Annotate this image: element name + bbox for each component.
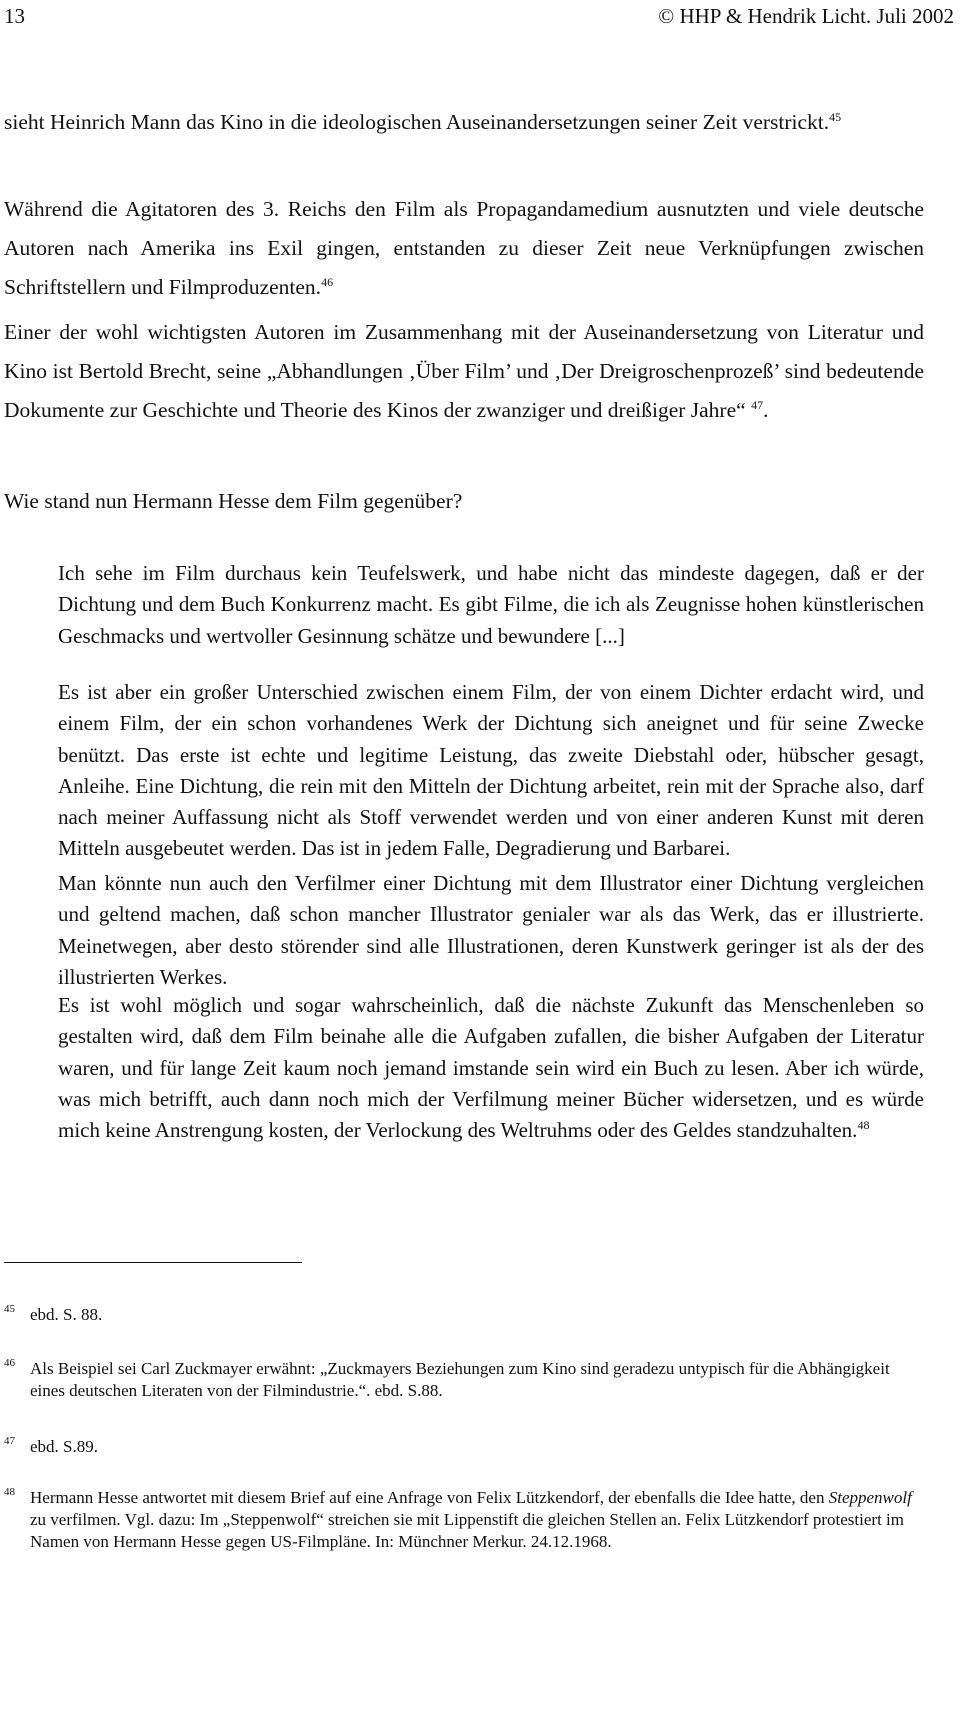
body-text: Während die Agitatoren des 3. Reichs den Film als Propagandamedium ausnutzten und viele deutsche Autoren nach Amerika ins Exil gingen, entstanden zu dieser Zeit neue Verknüpfungen zwischen Schriftstellern und Filmproduzenten.	[4, 197, 924, 299]
block-quote-paragraph-1: Ich sehe im Film durchaus kein Teufelswerk, und habe nicht das mindeste dagegen, daß er der Dichtung und dem Buch Konkurrenz macht. Es gibt Filme, die ich als Zeugnisse hohen künstlerischen Geschmacks und wertvoller Gesinnung schätze und bewundere [...]	[58, 561, 924, 648]
footnote-text-part: zu verfilmen. Vgl. dazu: Im „Steppenwolf“ streichen sie mit Lippenstift die gleichen Stellen an. Felix Lützkendorf protestiert im Namen von Hermann Hesse gegen US-Filmpläne. In: Münchner Merkur. 24.12.1968.	[30, 1510, 904, 1551]
footnote-ref-45[interactable]: 45	[829, 109, 842, 124]
page-number: 13	[4, 4, 25, 28]
work-title: Steppenwolf	[828, 1488, 912, 1507]
copyright-notice: © HHP & Hendrik Licht. Juli 2002	[658, 4, 954, 28]
body-text: sieht Heinrich Mann das Kino in die ideologischen Auseinandersetzungen seiner Zeit verstrickt.	[4, 110, 830, 134]
body-text: Wie stand nun Hermann Hesse dem Film gegenüber?	[4, 489, 463, 513]
footnote-text-part: Hermann Hesse antwortet mit diesem Brief auf eine Anfrage von Felix Lützkendorf, der ebenfalls die Idee hatte, den	[30, 1488, 829, 1507]
block-quote-paragraph-4	[58, 990, 924, 1146]
footnote-ref-48[interactable]: 48	[857, 1118, 870, 1133]
footnote-number: 47	[4, 1435, 15, 1447]
footnote-text: ebd. S.89.	[30, 1437, 98, 1456]
body-paragraph-3	[4, 313, 924, 430]
footnote-number: 48	[4, 1486, 15, 1498]
footnote-ref-47[interactable]: 47	[751, 397, 764, 412]
footnote-47	[4, 1436, 924, 1458]
body-paragraph-4	[4, 482, 924, 521]
footnote-separator	[4, 1262, 302, 1263]
sentence-end: .	[763, 398, 769, 422]
body-text: Einer der wohl wichtigsten Autoren im Zusammenhang mit der Auseinandersetzung von Literatur und Kino ist Bertold Brecht, seine „Abhandlungen ‚Über Film’ und ‚Der Dreigroschenprozeß’ sind bedeutende Dokumente zur Geschichte und Theorie des Kinos der zwanziger und dreißiger Jahre“	[4, 320, 924, 422]
block-quote-paragraph-3: Man könnte nun auch den Verfilmer einer Dichtung mit dem Illustrator einer Dichtung vergleichen und geltend machen, daß schon mancher Illustrator genialer war als das Werk, das er illustrierte. Meinetwegen, aber desto störender sind alle Illustrationen, deren Kunstwerk geringer ist als der des illustrierten Werkes.	[58, 871, 924, 989]
footnote-ref-46[interactable]: 46	[321, 274, 334, 289]
footnote-text: ebd. S. 88.	[30, 1305, 103, 1324]
quote-text: Es ist wohl möglich und sogar wahrscheinlich, daß die nächste Zukunft das Menschenleben so gestalten wird, daß dem Film beinahe alle die Aufgaben zufallen, die bisher Aufgaben der Literatur waren, und für lange Zeit kaum noch jemand imstande sein wird ein Buch zu lesen. Aber ich würde, was mich betrifft, auch dann noch mich der Verfilmung meiner Bücher widersetzen, und es würde mich keine Anstrengung kosten, der Verlockung des Weltruhms oder des Geldes standzuhalten.	[58, 993, 924, 1143]
footnote-48	[4, 1487, 924, 1553]
footnote-text: Als Beispiel sei Carl Zuckmayer erwähnt: „Zuckmayers Beziehungen zum Kino sind geradezu untypisch für die Abhängigkeit eines deutschen Literaten von der Filmindustrie.“. ebd. S.88.	[30, 1359, 890, 1400]
footnote-number: 46	[4, 1357, 15, 1369]
footnote-45	[4, 1304, 924, 1326]
body-paragraph-2	[4, 190, 924, 307]
footnote-number: 45	[4, 1303, 15, 1315]
footnote-46	[4, 1358, 924, 1402]
block-quote-paragraph-2: Es ist aber ein großer Unterschied zwischen einem Film, der von einem Dichter erdacht wird, und einem Film, der ein schon vorhandenes Werk der Dichtung sich aneignet und für seine Zwecke benützt. Das erste ist echte und legitime Leistung, das zweite Diebstahl oder, hübscher gesagt, Anleihe. Eine Dichtung, die rein mit den Mitteln der Dichtung arbeitet, rein mit der Sprache also, darf nach meiner Auffassung nicht als Stoff verwendet werden und von einer anderen Kunst mit deren Mitteln ausgebeutet werden. Das ist in jedem Falle, Degradierung und Barbarei.	[58, 680, 924, 861]
footnote-text	[4, 1487, 924, 1553]
body-paragraph-1	[4, 103, 924, 142]
